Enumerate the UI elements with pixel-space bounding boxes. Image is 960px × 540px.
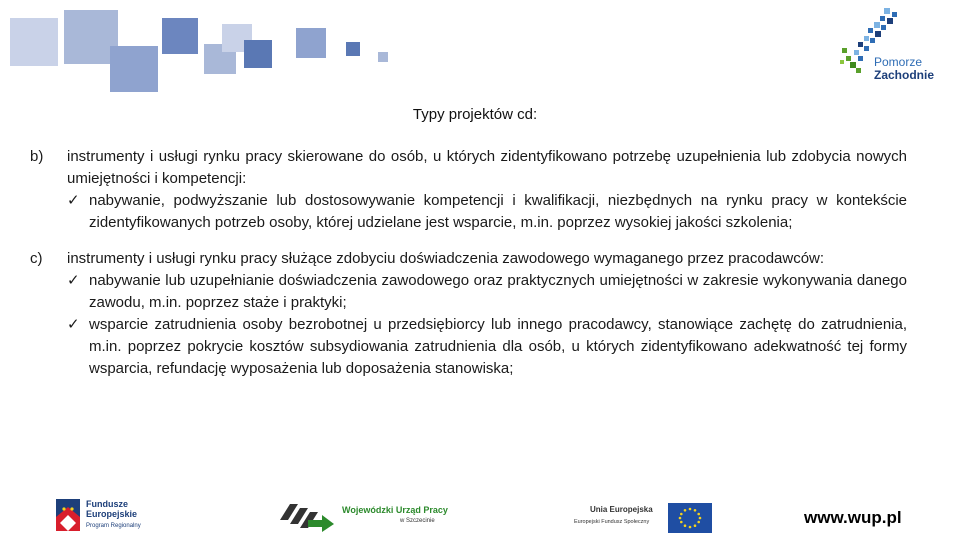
fundusze-europejskie-flag-icon — [54, 497, 82, 533]
wup-line1: Wojewódzki Urząd Pracy — [342, 505, 448, 515]
wup-logo — [278, 498, 458, 532]
wup-line2: w Szczecinie — [400, 518, 435, 524]
website-url[interactable]: www.wup.pl — [804, 508, 902, 527]
section-c-bullet-text: wsparcie zatrudnienia osoby bezrobotnej u przedsiębiorcy lub innego pracodawcy, stanowiące zachętę do zatrudnienia, m.in. poprzez pokrycie kosztów subsydiowania zatrudnienia dla osób, u których zidentyfikowano adekwatność tej formy wsparcia, refundację wyposażenia lub doposażenia stanowiska; — [89, 316, 907, 377]
section-c-letter: c) — [30, 250, 43, 267]
section-c-text: instrumenty i usługi rynku pracy służące zdobyciu doświadczenia zawodowego wymaganego przez pracodawców: — [67, 250, 825, 267]
deco-square — [244, 40, 272, 68]
section-b-letter: b) — [30, 148, 44, 165]
fe-line1: Fundusze — [86, 499, 128, 509]
fe-line3: Program Regionalny — [86, 523, 141, 529]
logo-line1: Pomorze — [874, 55, 923, 69]
ue-line2: Europejski Fundusz Społeczny — [574, 519, 650, 525]
section-b-bullet-text: nabywanie, podwyższanie lub dostosowywanie kompetencji i kwalifikacji, niezbędnych na rynku pracy w kontekście zidentyfikowanych potrzeb osoby, której udzielane jest wsparcie, m.in. poprzez wysokiej jakości szkolenia; — [89, 192, 907, 231]
wup-mark-icon — [278, 498, 338, 532]
section-b-bullet — [67, 190, 907, 234]
section-c-bullet — [49, 270, 907, 314]
check-icon: ✓ — [67, 192, 80, 209]
eu-flag-icon — [668, 503, 712, 533]
section-c-bullet — [49, 314, 907, 380]
deco-square — [296, 28, 326, 58]
logo-line2: Zachodnie — [874, 68, 935, 82]
section-b — [30, 146, 907, 234]
section-c — [30, 248, 907, 380]
unia-europejska-logo — [572, 503, 714, 533]
deco-square — [378, 52, 388, 62]
section-b-text: instrumenty i usługi rynku pracy skierowane do osób, u których zidentyfikowano potrzebę uzupełnienia lub zdobycia nowych umiejętności i kompetencji: — [67, 148, 907, 187]
section-c-bullet-text: nabywanie lub uzupełnianie doświadczenia zawodowego oraz praktycznych umiejętności w zakresie wykonywania danego zawodu, m.in. poprzez staże i praktyki; — [89, 272, 907, 311]
check-icon: ✓ — [67, 316, 80, 333]
slide-content — [30, 146, 907, 380]
deco-square — [162, 18, 198, 54]
deco-square — [10, 18, 58, 66]
slide-title: Typy projektów cd: — [412, 106, 538, 123]
check-icon: ✓ — [67, 272, 80, 289]
deco-square — [110, 46, 158, 92]
pomorze-zachodnie-logo — [836, 6, 956, 86]
deco-square — [346, 42, 360, 56]
fe-line2: Europejskie — [86, 509, 138, 519]
fundusze-europejskie-logo — [54, 497, 154, 535]
ue-line1: Unia Europejska — [590, 505, 653, 514]
